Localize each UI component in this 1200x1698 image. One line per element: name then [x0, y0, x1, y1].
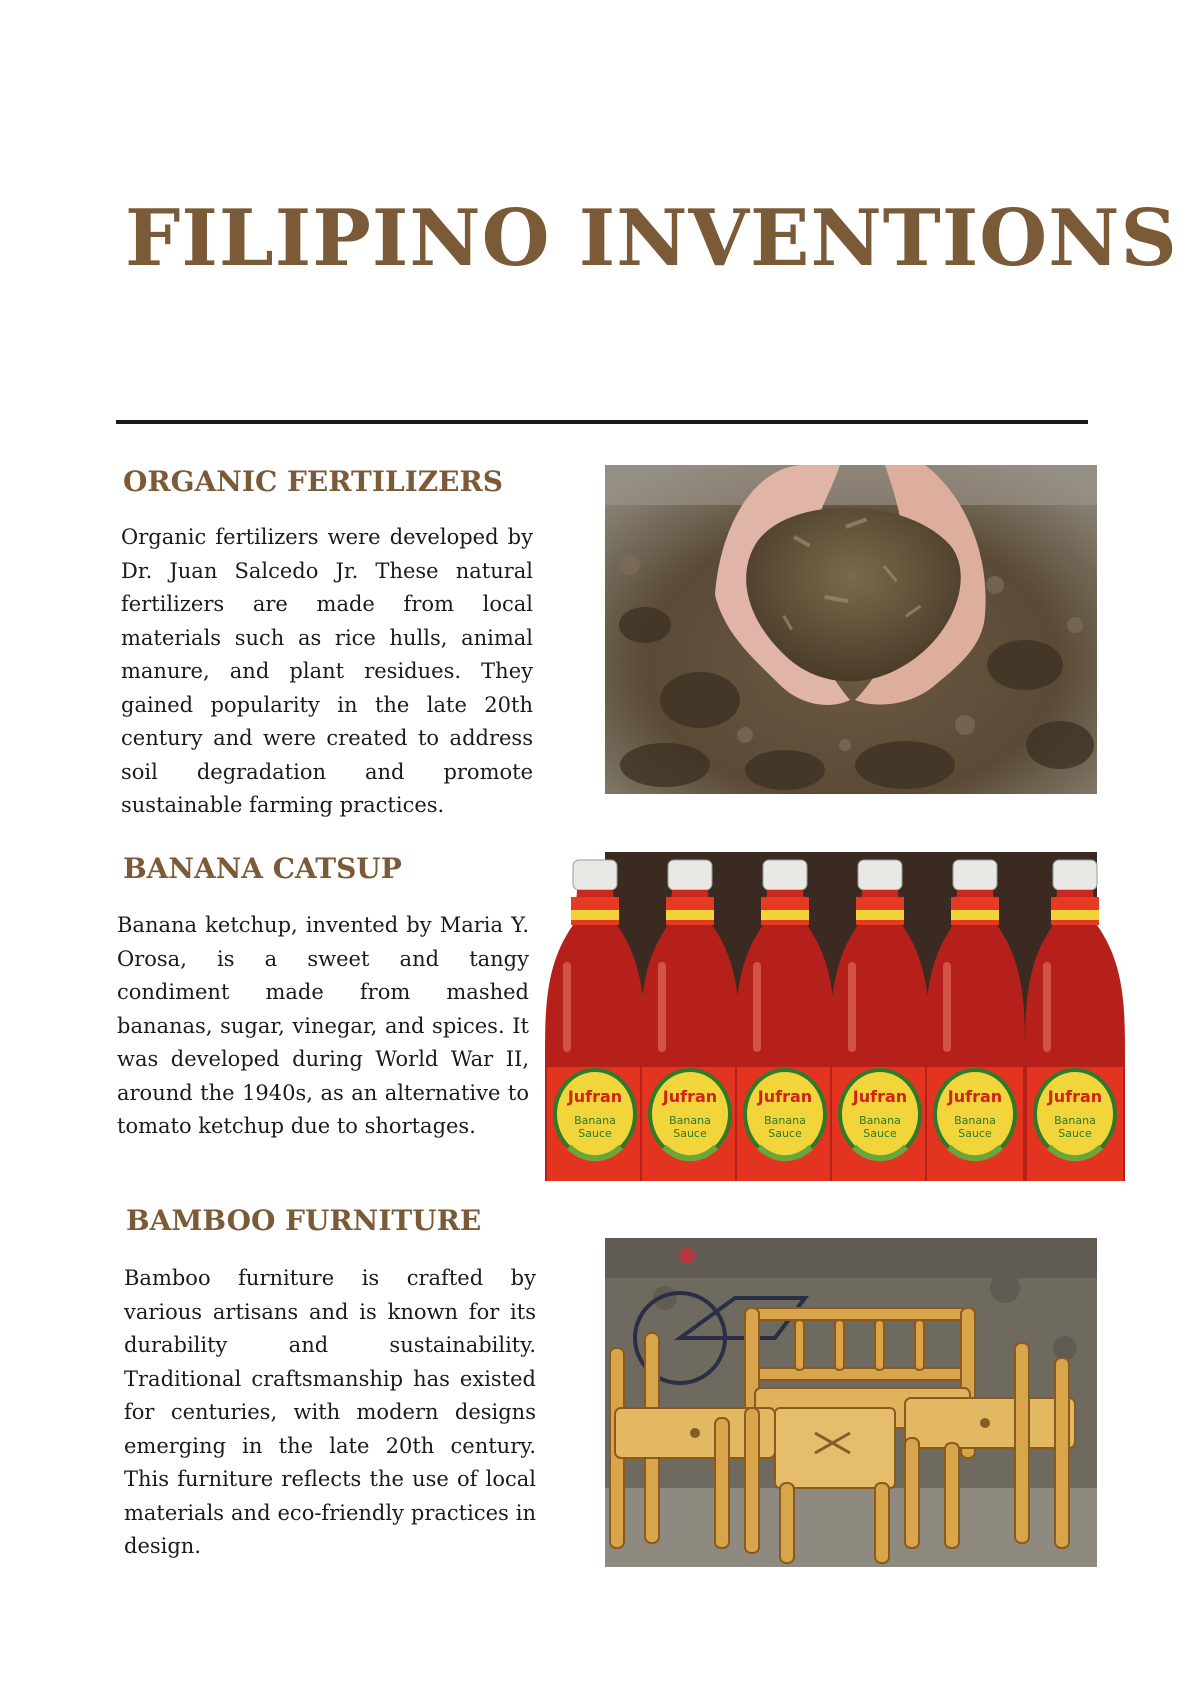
bottle-label-brand: Jufran	[947, 1087, 1003, 1106]
section-body-banana-catsup: Banana ketchup, invented by Maria Y. Orosa, is a sweet and tangy condiment made from mashed bananas, sugar, vinegar, and spices. It was developed during World War II, around the 1940s, as an alternative to tomato ketchup due to shortages.	[117, 913, 529, 1138]
bottle-label-product: Banana	[954, 1114, 996, 1127]
section-heading-banana-catsup: BANANA CATSUP	[123, 852, 402, 885]
section-heading-bamboo-furniture: BAMBOO FURNITURE	[126, 1204, 482, 1237]
bottle-label-product: Sauce	[768, 1127, 802, 1140]
bottle-label-product: Banana	[669, 1114, 711, 1127]
bottle-label-product: Sauce	[1058, 1127, 1092, 1140]
bottle-label-product: Sauce	[863, 1127, 897, 1140]
bottle-label-brand: Jufran	[567, 1087, 623, 1106]
bottle-label-product: Sauce	[673, 1127, 707, 1140]
bottle-label-brand: Jufran	[852, 1087, 908, 1106]
bottle-label-product: Sauce	[958, 1127, 992, 1140]
organic-fertilizer-photo	[605, 465, 1097, 794]
bottle-label-brand: Jufran	[662, 1087, 718, 1106]
bottle-label-brand: Jufran	[1047, 1087, 1103, 1106]
section-body-organic-fertilizers: Organic fertilizers were developed by Dr. Juan Salcedo Jr. These natural fertilizers are made from local materials such as rice hulls, animal manure, and plant residues. They gained popularity in the late 20th century and were created to address soil degradation and promote sustainable farming practices.	[121, 525, 533, 817]
banana-catsup-photo	[567, 852, 1103, 1181]
bamboo-furniture-photo	[605, 1238, 1097, 1567]
section-heading-organic-fertilizers: ORGANIC FERTILIZERS	[123, 465, 504, 498]
bottle-label-product: Banana	[574, 1114, 616, 1127]
bottle-label-product: Banana	[1054, 1114, 1096, 1127]
section-body-bamboo-furniture: Bamboo furniture is crafted by various artisans and is known for its durability and sustainability. Traditional craftsmanship has existed for centuries, with modern designs emerging in the late 20th century. This furniture reflects the use of local materials and eco-friendly practices in design.	[124, 1266, 536, 1558]
bottle-label-product: Banana	[859, 1114, 901, 1127]
bottle-label-brand: Jufran	[757, 1087, 813, 1106]
title-divider	[116, 420, 1088, 424]
bottle-label-product: Banana	[764, 1114, 806, 1127]
page-title: FILIPINO INVENTIONS	[125, 193, 1178, 284]
bottle-label-product: Sauce	[578, 1127, 612, 1140]
